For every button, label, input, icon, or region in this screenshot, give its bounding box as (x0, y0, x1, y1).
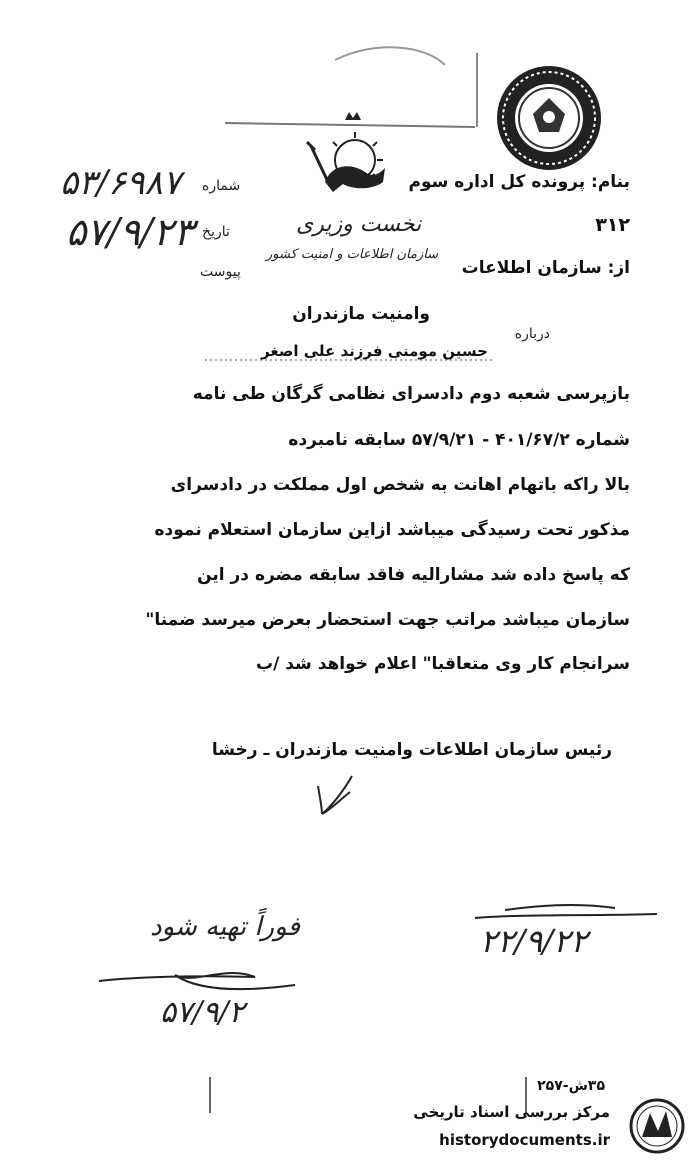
emblem-subcaption: سازمان اطلاعات و امنیت کشور (266, 247, 439, 262)
body-line-1: بازپرسی شعبه دوم دادسرای نظامی گرگان طی نامه (192, 384, 630, 404)
handwritten-note-left: فوراً تهیه شود (150, 912, 300, 942)
seal-icon (493, 62, 605, 174)
body-line-3: بالا راکه باتهام اهانت به شخص اول مملکت در دادسرای (170, 475, 630, 495)
archive-logo-icon (628, 1097, 686, 1155)
body-line-5: که پاسخ داده شد مشارالیه فاقد سابقه مضره در این (197, 565, 630, 585)
body-line-7: سرانجام کار وی متعاقبا" اعلام خواهد شد /ب (256, 654, 630, 674)
number-field-label: شماره (202, 178, 241, 194)
addressee-line: بنام: پرونده کل اداره سوم (408, 172, 630, 192)
archive-url: historydocuments.ir (439, 1131, 610, 1149)
sender-line-continued: وامنیت مازندران (292, 304, 430, 324)
attachment-field-label: پیوست (200, 264, 241, 280)
subject-dotted-line (205, 357, 495, 363)
handwritten-note-right: ۲۲/۹/۲۲ (480, 922, 588, 960)
archive-name: مرکز بررسی اسناد تاریخی (413, 1103, 610, 1121)
body-line-6: سازمان میباشد مراتب جهت استحضار بعرض میرسد ضمنا" (145, 610, 630, 630)
reference-code: ۳۱۲ (595, 214, 630, 236)
date-field-value: ۵۷/۹/۲۳ (66, 210, 194, 254)
body-line-4: مذکور تحت رسیدگی میباشد ازاین سازمان استعلام نموده (154, 520, 630, 540)
emblem-caption: نخست وزیری (296, 212, 422, 237)
date-field-label: تاریخ (202, 224, 230, 240)
handwritten-date-left: ۵۷/۹/۲ (160, 995, 245, 1030)
signature-mark (300, 770, 370, 820)
signatory-name: رئیس سازمان اطلاعات وامنیت مازندران ـ رخشا (211, 740, 612, 760)
sender-line: از: سازمان اطلاعات (461, 258, 630, 278)
subject-label: درباره (514, 326, 550, 342)
lion-and-sun-emblem-icon (303, 112, 391, 204)
subject-value: حسین مومنی فرزند علی اصغر (261, 342, 488, 360)
number-field-value: ۵۳/۶۹۸۷ (60, 163, 182, 203)
body-line-2: شماره ۴۰۱/۶۷/۲ - ۵۷/۹/۲۱ سابقه نامبرده (288, 430, 630, 450)
document-code: ۳۵ش-۲۵۷ (537, 1078, 605, 1094)
